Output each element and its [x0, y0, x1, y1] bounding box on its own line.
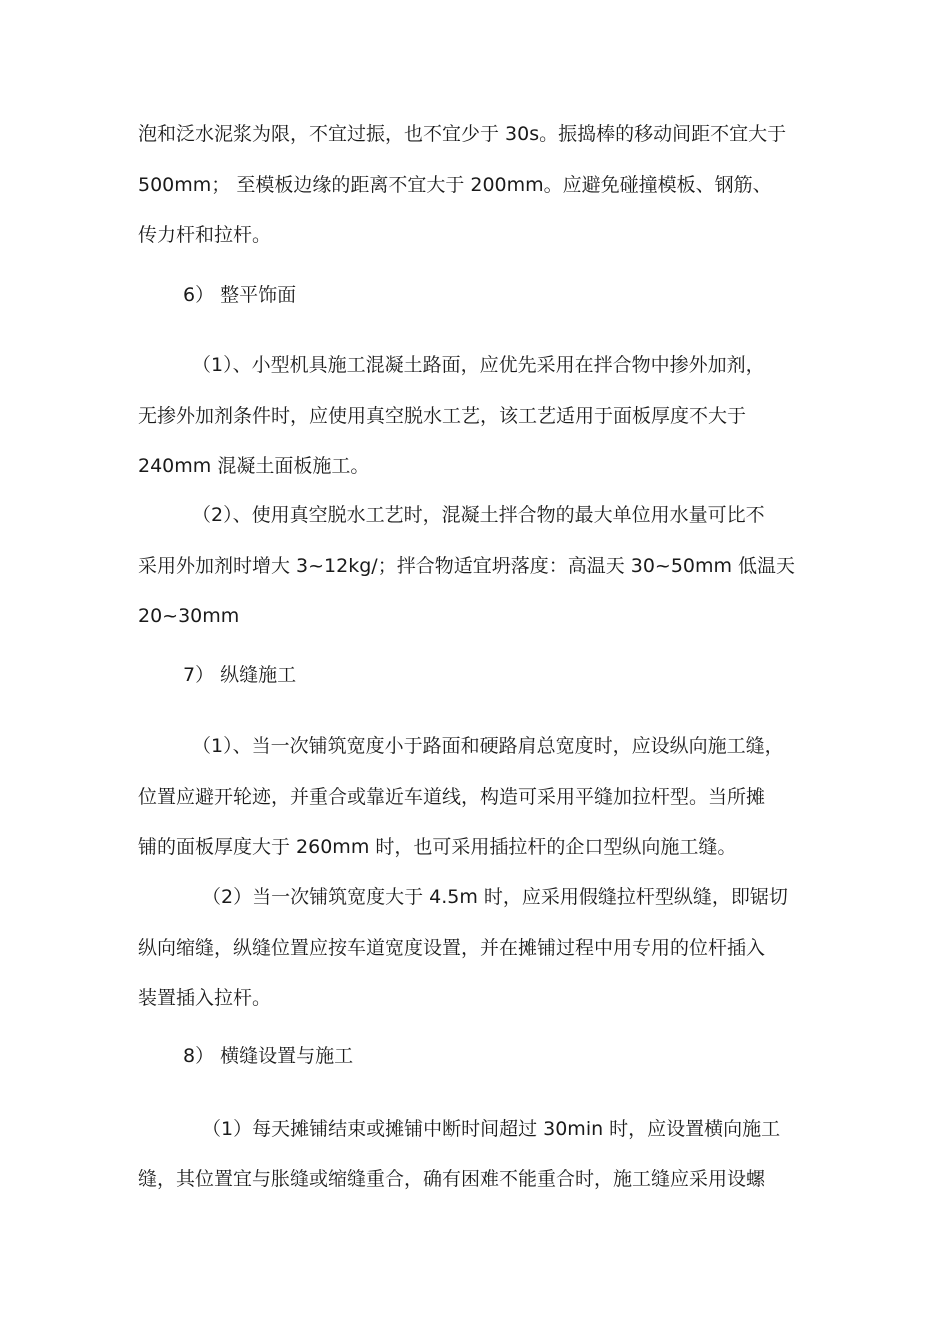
text-line: 泡和泛水泥浆为限，不宜过振，也不宜少于 30s。振捣棒的移动间距不宜大于	[138, 123, 787, 145]
text-line: 装置插入拉杆。	[138, 987, 272, 1009]
text-line: 500mm； 至模板边缘的距离不宜大于 200mm。应避免碰撞模板、钢筋、	[138, 174, 772, 196]
text-line: 铺的面板厚度大于 260mm 时，也可采用插拉杆的企口型纵向施工缝。	[138, 836, 737, 858]
section-heading: 6） 整平饰面	[183, 284, 297, 306]
text-line: （2）、使用真空脱水工艺时，混凝土拌合物的最大单位用水量可比不	[192, 504, 765, 526]
text-line: 缝，其位置宜与胀缝或缩缝重合，确有困难不能重合时，施工缝应采用设螺	[138, 1168, 766, 1190]
text-line: 传力杆和拉杆。	[138, 224, 272, 246]
text-line: 20~30mm	[138, 605, 240, 627]
text-line: 无掺外加剂条件时，应使用真空脱水工艺，该工艺适用于面板厚度不大于	[138, 405, 747, 427]
text-line: 240mm 混凝土面板施工。	[138, 455, 370, 477]
section-heading: 7） 纵缝施工	[183, 664, 297, 686]
text-line: （1）、小型机具施工混凝土路面，应优先采用在拌合物中掺外加剂，	[192, 354, 765, 376]
text-line: 采用外加剂时增大 3~12kg/；拌合物适宜坍落度：高温天 30~50mm 低温天	[138, 555, 796, 577]
text-line: （1）、当一次铺筑宽度小于路面和硬路肩总宽度时，应设纵向施工缝，	[192, 735, 784, 757]
text-line: （1）每天摊铺结束或摊铺中断时间超过 30min 时，应设置横向施工	[202, 1118, 781, 1140]
text-line: 位置应避开轮迹，并重合或靠近车道线，构造可采用平缝加拉杆型。当所摊	[138, 786, 766, 808]
text-line: （2）当一次铺筑宽度大于 4.5m 时，应采用假缝拉杆型纵缝，即锯切	[202, 886, 788, 908]
text-line: 纵向缩缝，纵缝位置应按车道宽度设置，并在摊铺过程中用专用的位杆插入	[138, 937, 766, 959]
section-heading: 8） 横缝设置与施工	[183, 1045, 354, 1067]
